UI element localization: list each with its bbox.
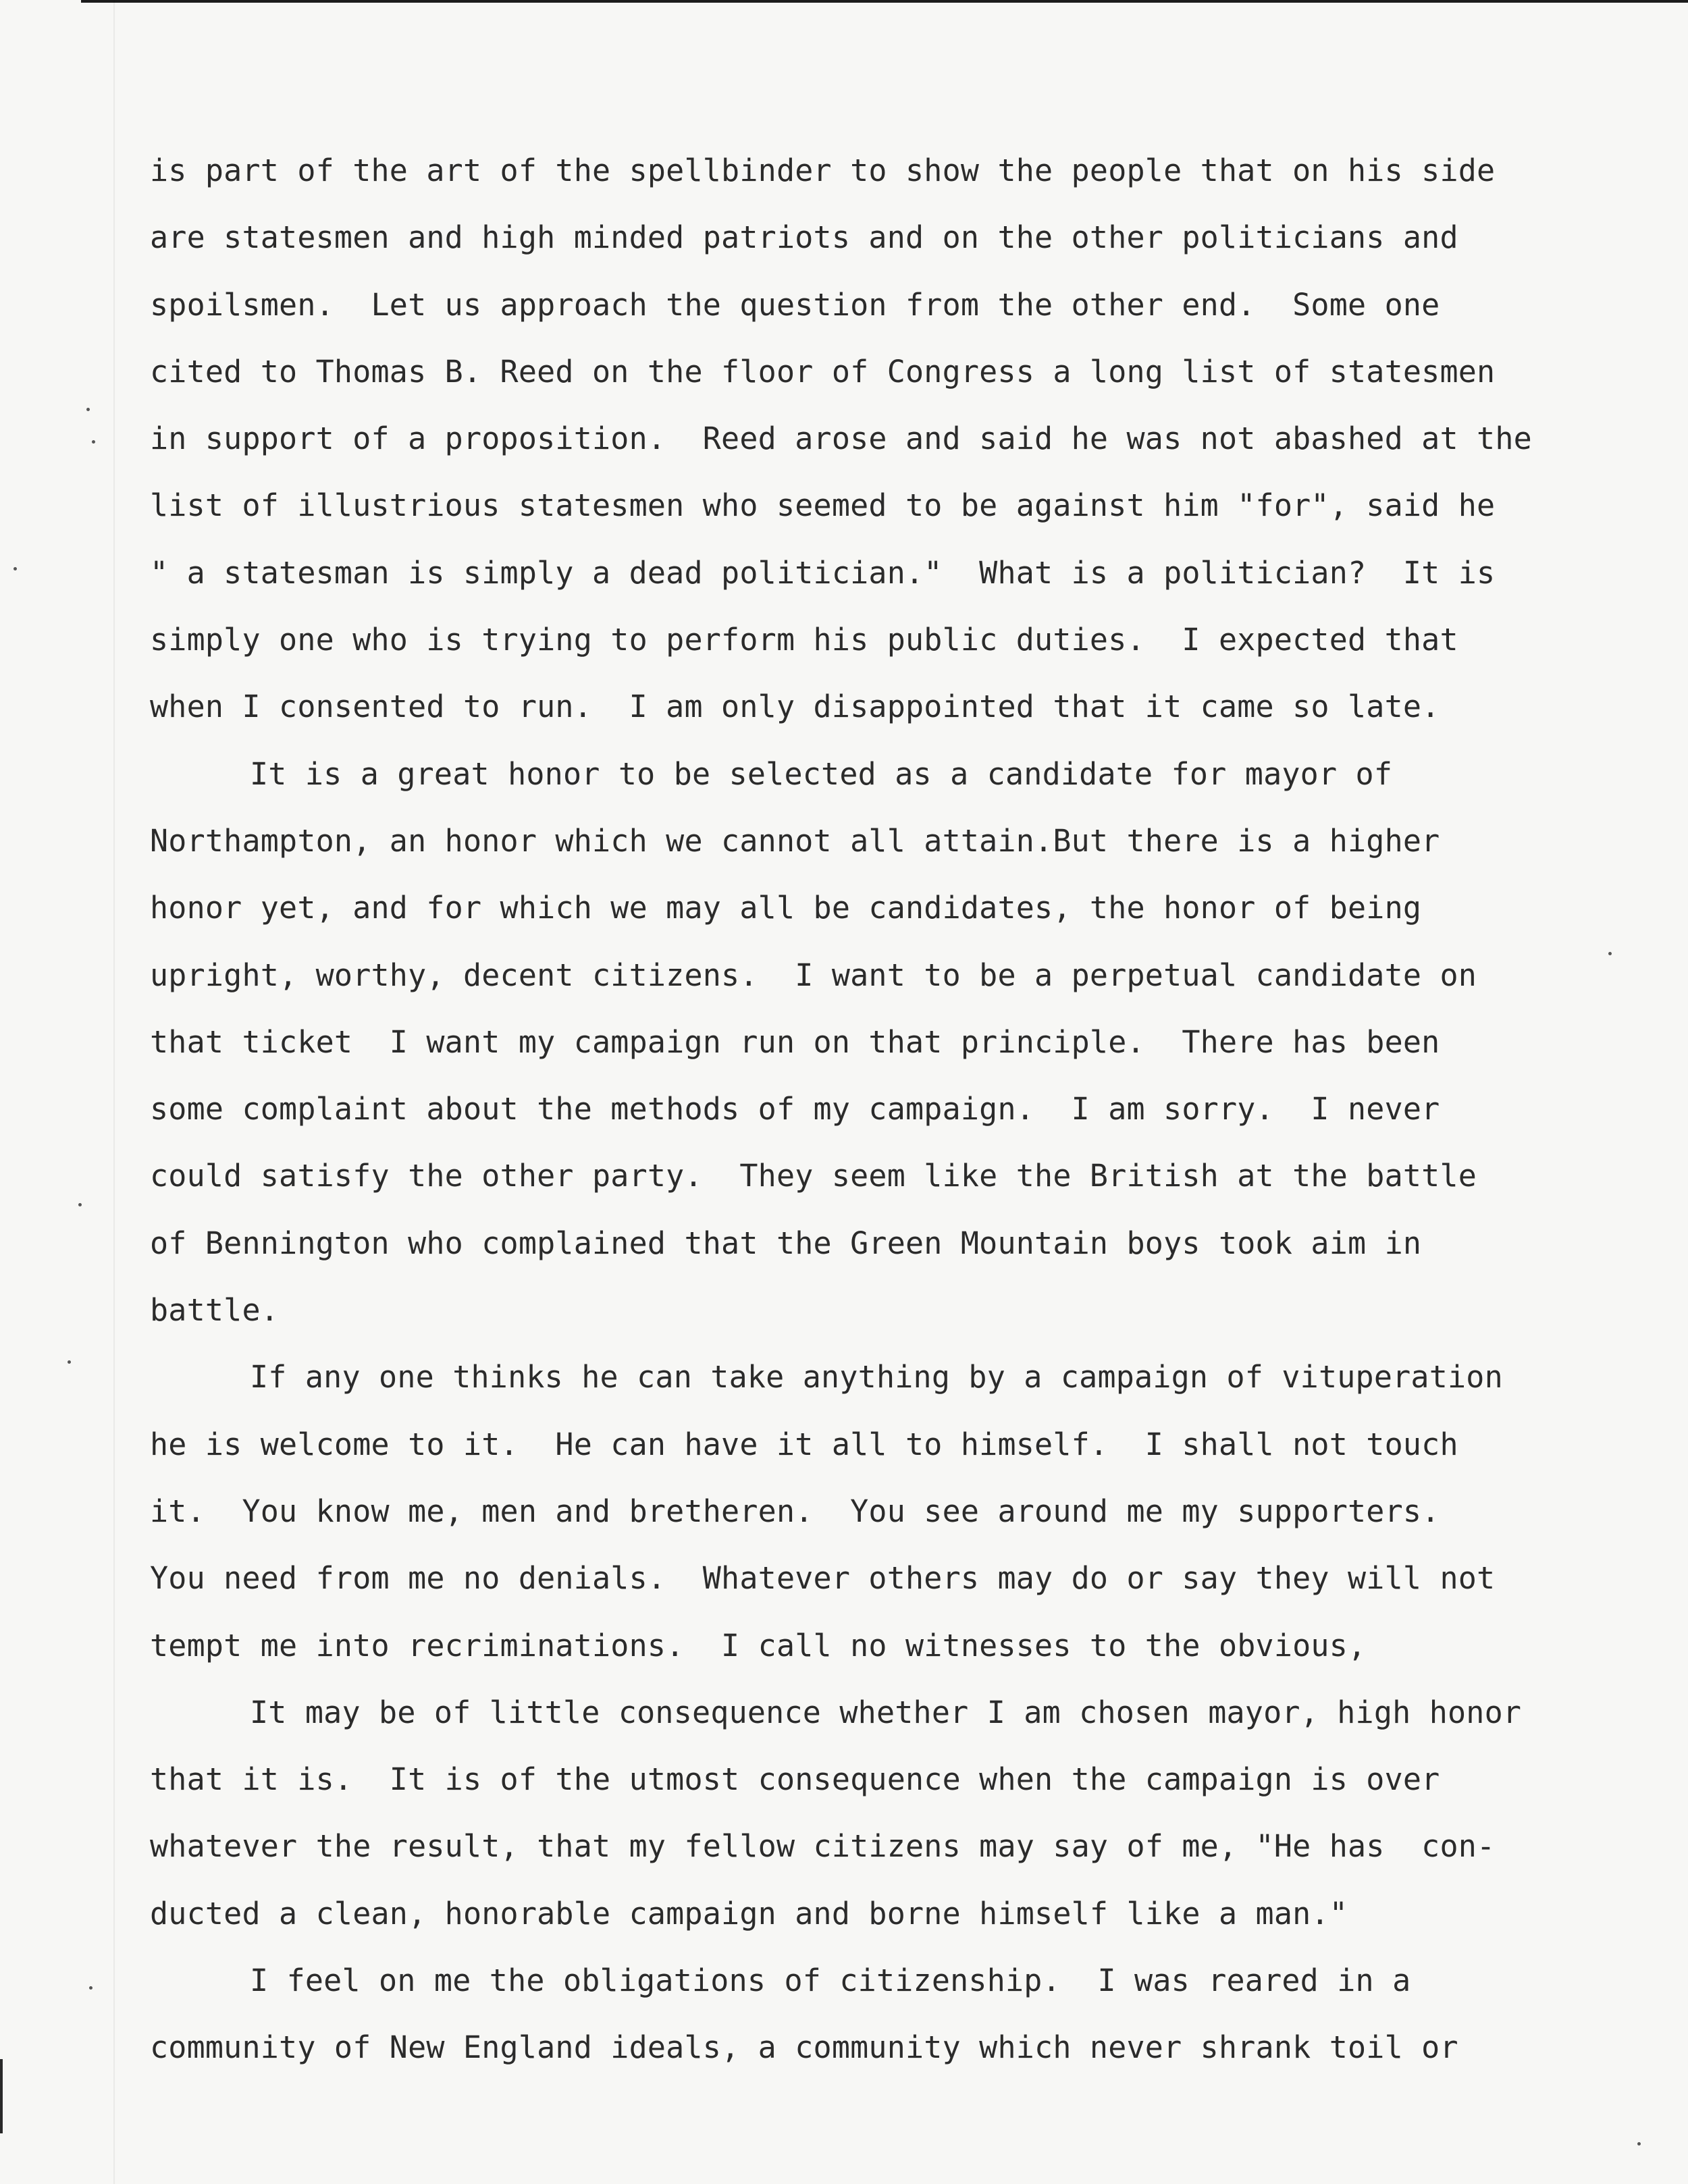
paper-speck	[92, 440, 95, 444]
paper-speck	[14, 567, 17, 570]
text-line: when I consented to run. I am only disappointed that it came so late.	[150, 689, 1440, 725]
paper-speck	[68, 1360, 71, 1364]
text-line: spoilsmen. Let us approach the question from the other end. Some one	[150, 286, 1440, 323]
text-line: Northampton, an honor which we cannot all attain.But there is a higher	[150, 822, 1440, 859]
text-line: ducted a clean, honorable campaign and borne himself like a man."	[150, 1895, 1348, 1932]
paragraph-start-line: I feel on me the obligations of citizenship. I was reared in a	[250, 1963, 1411, 1999]
text-line: in support of a proposition. Reed arose and said he was not abashed at the	[150, 421, 1532, 457]
text-line: whatever the result, that my fellow citizens may say of me, "He has con-	[150, 1828, 1496, 1865]
page-left-edge	[0, 2059, 3, 2133]
text-line: cited to Thomas B. Reed on the floor of Congress a long list of statesmen	[150, 353, 1496, 390]
paper-speck	[89, 1986, 93, 1990]
text-line: that ticket I want my campaign run on that principle. There has been	[150, 1023, 1440, 1060]
text-line: battle.	[150, 1292, 280, 1329]
paragraph-start-line: It is a great honor to be selected as a candidate for mayor of	[250, 755, 1393, 792]
paper-speck	[1637, 2142, 1641, 2146]
text-line: tempt me into recriminations. I call no witnesses to the obvious,	[150, 1627, 1367, 1663]
text-line: upright, worthy, decent citizens. I want to be a perpetual candidate on	[150, 957, 1477, 993]
text-line: are statesmen and high minded patriots and on the other politicians and	[150, 219, 1458, 256]
paragraph-start-line: It may be of little consequence whether I am chosen mayor, high honor	[250, 1694, 1522, 1730]
paper-crease	[113, 0, 115, 2184]
text-line: honor yet, and for which we may all be candidates, the honor of being	[150, 890, 1422, 926]
document-body	[150, 137, 1662, 2081]
text-line: community of New England ideals, a community which never shrank toil or	[150, 2029, 1458, 2066]
text-line: of Bennington who complained that the Green Mountain boys took aim in	[150, 1225, 1422, 1261]
paper-speck	[86, 408, 90, 411]
text-line: list of illustrious statesmen who seemed to be against him "for", said he	[150, 487, 1496, 524]
text-line: it. You know me, men and bretheren. You see around me my supporters.	[150, 1493, 1440, 1529]
paragraph-start-line: If any one thinks he can take anything by a campaign of vituperation	[250, 1359, 1503, 1395]
text-line: that it is. It is of the utmost consequence when the campaign is over	[150, 1761, 1440, 1798]
text-line: could satisfy the other party. They seem like the British at the battle	[150, 1158, 1477, 1194]
page-top-edge	[81, 0, 1688, 3]
text-line: simply one who is trying to perform his public duties. I expected that	[150, 622, 1458, 658]
text-line: You need from me no denials. Whatever others may do or say they will not	[150, 1560, 1496, 1597]
text-line: " a statesman is simply a dead politician." What is a politician? It is	[150, 554, 1496, 591]
text-line: some complaint about the methods of my campaign. I am sorry. I never	[150, 1091, 1440, 1127]
text-line: is part of the art of the spellbinder to show the people that on his side	[150, 153, 1496, 188]
paper-speck	[78, 1203, 82, 1206]
text-line: he is welcome to it. He can have it all to himself. I shall not touch	[150, 1426, 1458, 1462]
